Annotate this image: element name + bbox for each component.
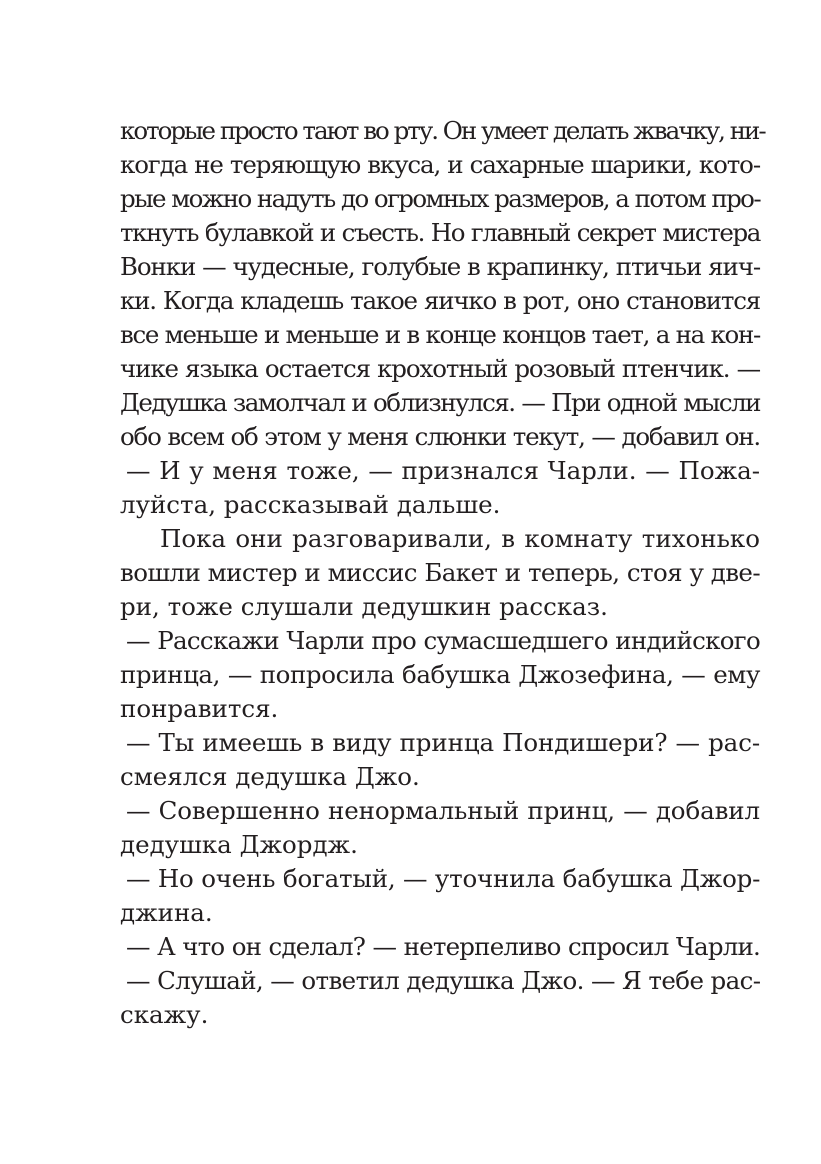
text-line: — Расскажи Чарли про сумасшедшего индийского [126,626,760,655]
text-line: — Но очень богатый, — уточнила бабушка Джор- [126,864,761,893]
text-line: — Совершенно ненормальный принц, — добавил [126,796,760,825]
text-line: скажу. [120,1000,209,1029]
text-line: смеялся дедушка Джо. [120,762,420,791]
page-text [120,114,765,1032]
text-line: когда не теряющую вкуса, и сахарные шарики, кото- [120,150,760,179]
text-line: ткнуть булавкой и съесть. Но главный секрет мистера [120,218,760,247]
text-line: — Слушай, — ответил дедушка Джо. — Я тебе рас- [126,966,761,995]
text-line: обо всем об этом у меня слюнки текут, — добавил он. [120,422,760,451]
text-line: — Ты имеешь в виду принца Пондишери? — рас- [126,728,760,757]
text-line: все меньше и меньше и в конце концов тает, а на кон- [120,320,760,349]
text-line: рые можно надуть до огромных размеров, а потом про- [120,184,760,213]
text-line: ри, тоже слушали дедушкин рассказ. [120,592,608,621]
text-line: понравится. [120,694,279,723]
text-line: чике языка остается крохотный розовый птенчик. — [120,354,760,383]
text-line: принца, — попросила бабушка Джозефина, — ему [120,660,760,689]
text-line: вошли мистер и миссис Бакет и теперь, стоя у две- [120,558,760,587]
text-line: Вонки — чудесные, голубые в крапинку, птичьи яич- [120,252,760,281]
text-line: луйста, рассказывай дальше. [120,490,501,519]
text-line: ки. Когда кладешь такое яичко в рот, оно становится [120,286,760,315]
text-line: — И у меня тоже, — признался Чарли. — Пожа- [126,456,760,485]
text-line: — А что он сделал? — нетерпеливо спросил Чарли. [126,932,760,961]
text-line: джина. [120,898,213,927]
text-line: Дедушка замолчал и облизнулся. — При одной мысли [120,388,760,417]
text-line: Пока они разговаривали, в комнату тихонько [160,524,760,553]
text-line: дедушка Джордж. [120,830,358,859]
text-line: которые просто тают во рту. Он умеет делать жвачку, ни- [120,116,765,145]
